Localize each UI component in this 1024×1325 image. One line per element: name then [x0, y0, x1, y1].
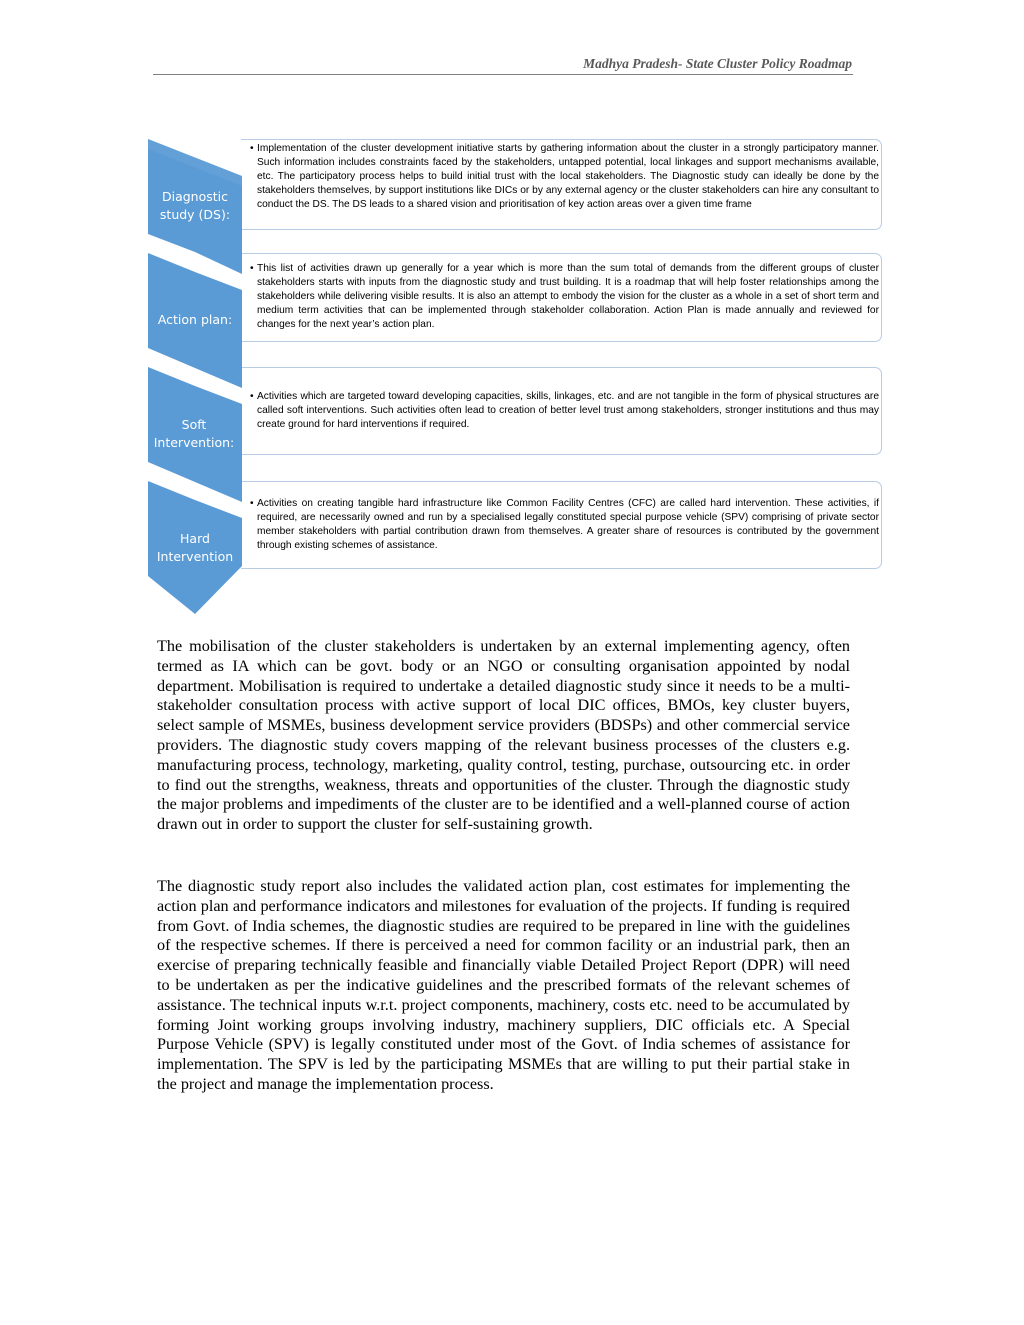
stage-label-soft-intervention: Soft Intervention: [153, 417, 235, 450]
stage-text-action-plan: • This list of activities drawn up generally for a year which is more than the sum total of demands from the different groups of cluster stakeholders starts with inputs from the diagnostic study and trust building. It is a roadmap that will help foster relationships among the stakeholders while delivering visible results. It is also an attempt to embody the vision for the cluster as a whole in a set of short term and medium term activities that can be implemented through stakeholder collaboration. Action Plan is made annually and reviewed for changes for the next year’s action plan. [250, 263, 879, 330]
stage-label-hard-intervention: Hard Intervention [156, 531, 234, 564]
stage-label-diagnostic: Diagnostic study (DS): [159, 189, 231, 222]
stage-text-soft-intervention: • Activities which are targeted toward developing capacities, skills, linkages, etc. and are not tangible in the form of physical structures are called soft interventions. Such activities often lead to creation of better level trust among stakeholders, stronger institutions and thus may create ground for hard interventions if required. [250, 391, 879, 430]
stage-text-diagnostic: • Implementation of the cluster development initiative starts by gathering information about the cluster in a strongly participatory manner. Such information includes constraints faced by the stakeholders, untapped potential, local linkages and support mechanisms available, etc. The participatory process helps to build initial trust with the local stakeholders. The Diagnostic study can ideally be done by the stakeholders themselves, by support institutions like DICs or by any external agency or the cluster stakeholders can hire any consultant to conduct the DS. The DS leads to a shared vision and prioritisation of key action areas over a given time frame [250, 143, 879, 210]
bullet-icon: • [250, 391, 254, 402]
stage-text-hard-intervention: • Activities on creating tangible hard infrastructure like Common Facility Centres (CFC) are called hard intervention. These activities, if required, are necessarily owned and run by a specialised legally constituted special purpose vehicle (SPV) comprising of private sector member stakeholders with partial contribution drawn from themselves. A greater share of resources is contributed by the government through existing schemes of assistance. [250, 498, 879, 551]
bullet-icon: • [250, 263, 254, 274]
bullet-icon: • [250, 498, 254, 509]
body-paragraph-1: The mobilisation of the cluster stakeholders is undertaken by an external implementing agency, often termed as IA which can be govt. body or an NGO or consulting organisation appointed by nodal department. Mobilisation is required to undertake a detailed diagnostic study since it needs to be a multi-stakeholder consultation process with active support of local DIC offices, BMOs, key cluster buyers, select sample of MSMEs, business development service providers (BDSPs) and other commercial service providers. The diagnostic study covers mapping of the relevant business processes of the clusters e.g. manufacturing process, technology, marketing, quality control, testing, purchase, outsourcing etc. in order to find out the strengths, weakness, threats and opportunities of the cluster. Through the diagnostic study the major problems and impediments of the cluster are to be identified and a well-planned course of action drawn out in order to support the cluster for self-sustaining growth. [157, 637, 850, 834]
stage-label-action-plan: Action plan: [157, 312, 233, 327]
bullet-icon: • [250, 143, 254, 154]
process-diagram [0, 0, 1024, 630]
body-paragraph-2: The diagnostic study report also includes the validated action plan, cost estimates for implementing the action plan and performance indicators and milestones for evaluation of the projects. If funding is required from Govt. of India schemes, the diagnostic studies are required to be prepared in line with the guidelines of the respective schemes. If there is perceived a need for common facility or an industrial park, then an exercise of preparing technically feasible and financially viable Detailed Project Report (DPR) will need to be undertaken as per the indicative guidelines and the prescribed formats of the relevant schemes of assistance. The technical inputs w.r.t. project components, machinery, costs etc. need to be accumulated by forming Joint working groups involving industry, machinery suppliers, DIC officials etc. A Special Purpose Vehicle (SPV) is legally constituted under most of the Govt. of India schemes of assistance for implementation. The SPV is led by the participating MSMEs that are willing to put their partial stake in the project and manage the implementation process. [157, 877, 850, 1093]
running-header: Madhya Pradesh- State Cluster Policy Roadmap [583, 56, 852, 71]
